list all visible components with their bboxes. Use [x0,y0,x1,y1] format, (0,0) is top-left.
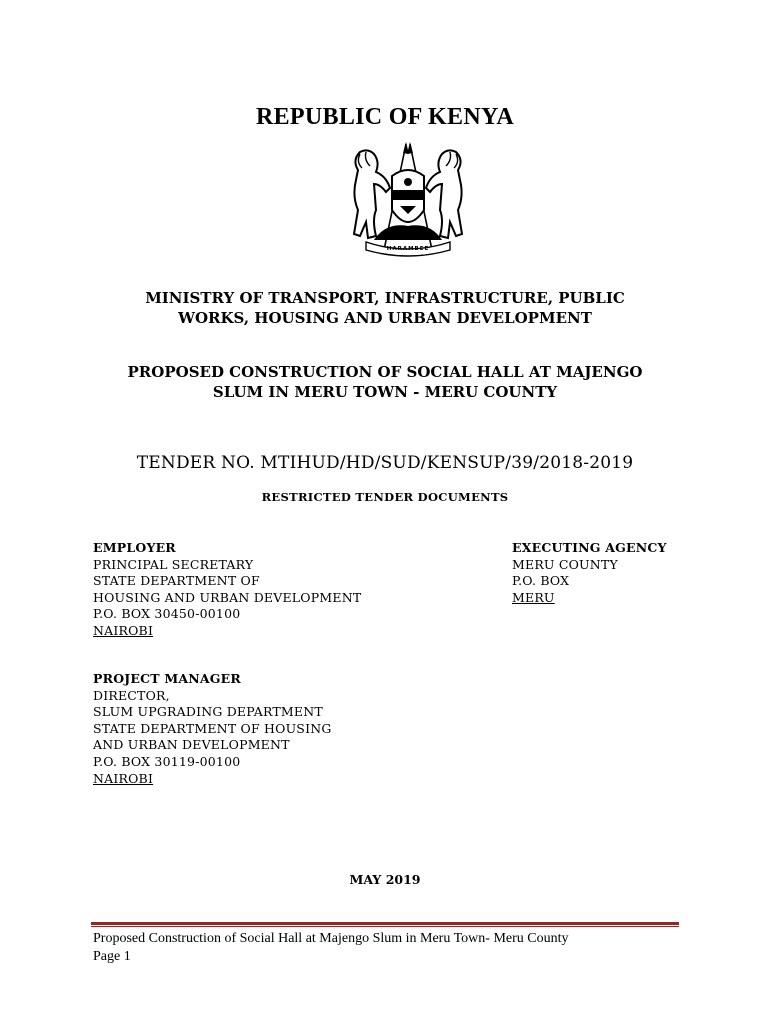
agency-block [512,540,667,606]
document-date: MAY 2019 [349,872,421,887]
agency-heading: EXECUTING AGENCY [512,540,667,555]
coat-of-arms-emblem [346,140,470,258]
crest-motto: HARAMBEE [386,246,430,252]
agency-line: MERU COUNTY [512,556,618,572]
employer-city: NAIROBI [93,622,154,638]
project-heading [60,362,710,402]
project-manager-block [93,671,332,787]
ministry-line-2: WORKS, HOUSING AND URBAN DEVELOPMENT [178,309,592,327]
footer-text: Proposed Construction of Social Hall at Majengo Slum in Meru Town- Meru County [93,931,569,946]
employer-line: P.O. BOX 30450-00100 [93,606,241,622]
agency-line: P.O. BOX [512,573,570,589]
employer-line: PRINCIPAL SECRETARY [93,556,254,572]
manager-line: STATE DEPARTMENT OF HOUSING [93,720,332,736]
manager-line: DIRECTOR, [93,687,170,703]
document-title: REPUBLIC OF KENYA [255,104,515,130]
tender-number: TENDER NO. MTIHUD/HD/SUD/KENSUP/39/2018-2019 [136,453,634,473]
manager-line: P.O. BOX 30119-00100 [93,753,241,769]
agency-city: MERU [512,589,555,605]
ministry-heading [60,288,710,328]
employer-heading: EMPLOYER [93,540,176,555]
manager-line: AND URBAN DEVELOPMENT [93,737,290,753]
employer-block [93,540,361,640]
manager-line: SLUM UPGRADING DEPARTMENT [93,704,323,720]
tender-type: RESTRICTED TENDER DOCUMENTS [261,490,509,504]
page-footer [93,930,713,966]
ministry-line-1: MINISTRY OF TRANSPORT, INFRASTRUCTURE, PUBLIC [145,289,625,307]
manager-heading: PROJECT MANAGER [93,671,241,686]
project-line-1: PROPOSED CONSTRUCTION OF SOCIAL HALL AT MAJENGO [127,363,643,381]
footer-divider [91,922,679,925]
employer-line: HOUSING AND URBAN DEVELOPMENT [93,589,362,605]
project-line-2: SLUM IN MERU TOWN - MERU COUNTY [212,383,558,401]
employer-line: STATE DEPARTMENT OF [93,573,260,589]
footer-divider-thin [91,926,679,927]
manager-city: NAIROBI [93,770,154,786]
page-number: Page 1 [93,949,131,964]
